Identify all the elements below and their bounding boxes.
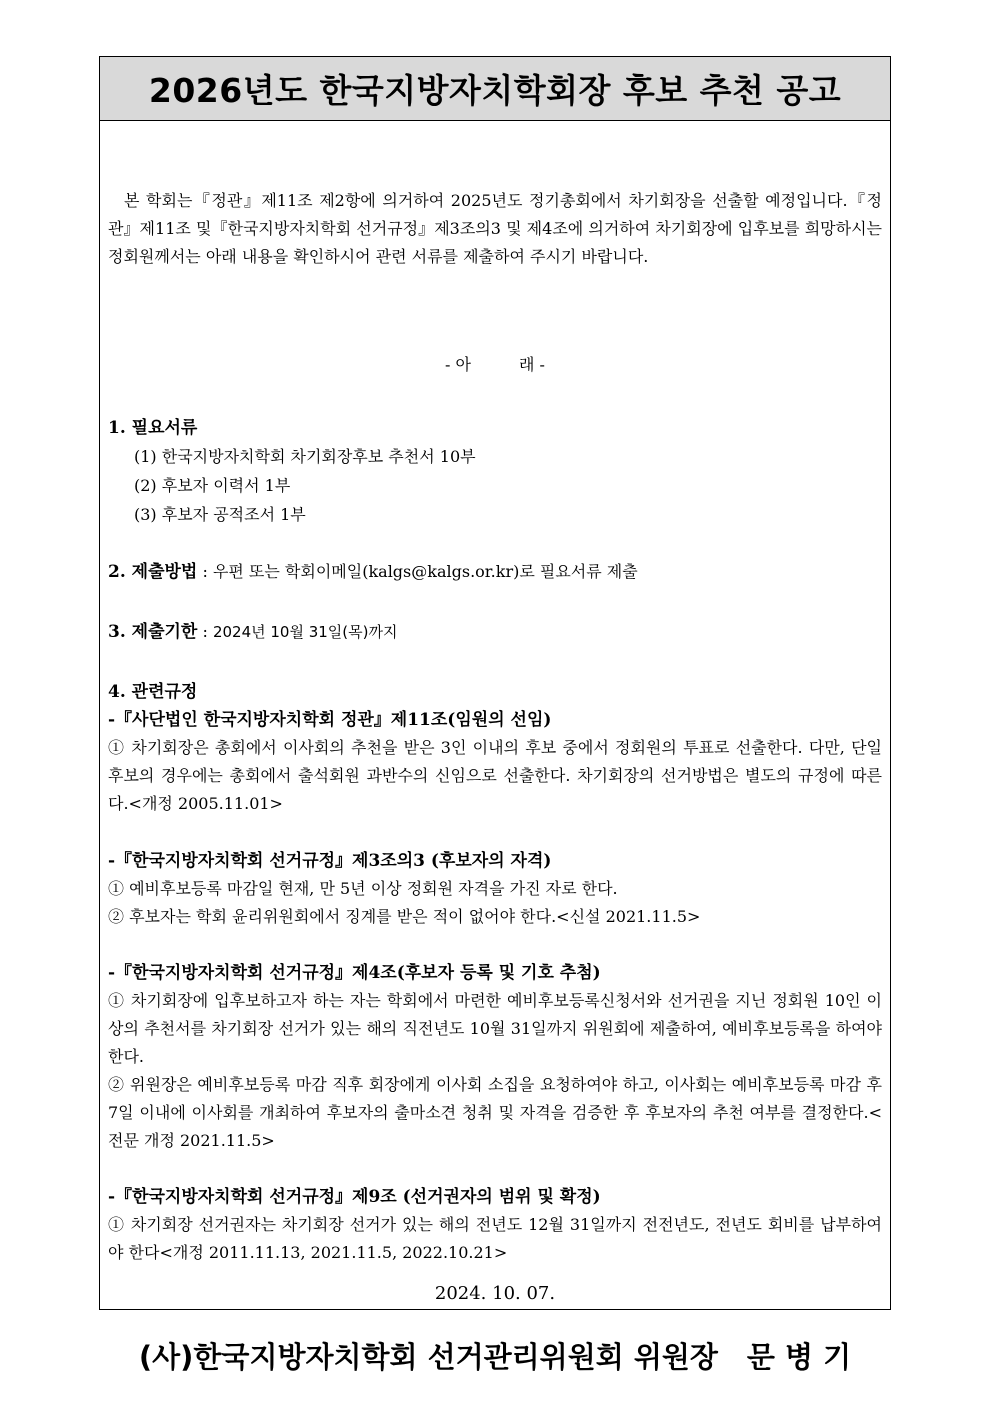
section-2-heading: 2. 제출방법 <box>108 562 198 582</box>
rule-paragraph: ① 차기회장에 입후보하고자 하는 자는 학회에서 마련한 예비후보등록신청서와 선거권을 지닌 정회원 10인 이상의 추천서를 차기회장 선거가 있는 해의 직전년도 10월 31일까지 위원회에 제출하여, 예비후보등록을 하여야 한다. <box>108 991 882 1066</box>
rule-paragraph: ① 차기회장 선거권자는 차기회장 선거가 있는 해의 전년도 12월 31일까지 전전년도, 전년도 회비를 납부하여야 한다<개정 2011.11.13, 2021.11.5, 2022.10.21> <box>108 1215 882 1262</box>
rule-paragraph: ② 위원장은 예비후보등록 마감 직후 회장에게 이사회 소집을 요청하여야 하고, 이사회는 예비후보등록 마감 후 7일 이내에 이사회를 개최하여 후보자의 출마소견 청취 및 자격을 검증한 후 후보자의 추천 여부를 결정한다.<전문 개정 2021.11.5> <box>108 1075 882 1150</box>
section-3-colon: : <box>202 622 213 641</box>
rule-title: -『사단법인 한국지방자치학회 정관』제11조(임원의 선임) <box>108 710 552 730</box>
required-doc-item: (3) 후보자 공적조서 1부 <box>134 505 306 524</box>
rule-paragraph: ② 후보자는 학회 윤리위원회에서 징계를 받은 적이 없어야 한다.<신설 2021.11.5> <box>108 907 701 926</box>
rule-paragraph: ① 차기회장은 총회에서 이사회의 추천을 받은 3인 이내의 후보 중에서 정회원의 투표로 선출한다. 다만, 단일 후보의 경우에는 총회에서 출석회원 과반수의 신임으로 선출한다. 차기회장의 선거방법은 별도의 규정에 따른다.<개정 2005.11.01> <box>108 738 882 813</box>
rule-paragraph: ① 예비후보등록 마감일 현재, 만 5년 이상 정회원 자격을 가진 자로 한다. <box>108 879 618 898</box>
section-2-colon: : <box>202 562 213 581</box>
required-doc-item: (1) 한국지방자치학회 차기회장후보 추천서 10부 <box>134 447 476 466</box>
title-bar <box>100 57 890 121</box>
rule-title: -『한국지방자치학회 선거규정』제4조(후보자 등록 및 기호 추첨) <box>108 963 601 983</box>
section-1-heading: 1. 필요서류 <box>108 418 198 438</box>
required-doc-item: (2) 후보자 이력서 1부 <box>134 476 291 495</box>
section-2 <box>108 558 882 586</box>
notice-frame <box>99 56 891 1374</box>
notice-title: 2026년도 한국지방자치학회장 후보 추천 공고 <box>148 71 842 110</box>
section-3-heading: 3. 제출기한 <box>108 622 198 642</box>
notice-body <box>108 120 882 1374</box>
signature: (사)한국지방자치학회 선거관리위원회 위원장 문 병 기 <box>138 1340 852 1374</box>
submission-deadline: 2024년 10월 31일(목)까지 <box>212 623 398 641</box>
rule-title: -『한국지방자치학회 선거규정』제3조의3 (후보자의 자격) <box>108 851 552 871</box>
section-4-heading: 4. 관련규정 <box>108 682 198 702</box>
section-3 <box>108 618 882 646</box>
notice-date: 2024. 10. 07. <box>434 1283 556 1304</box>
rule-title: -『한국지방자치학회 선거규정』제9조 (선거권자의 범위 및 확정) <box>108 1187 601 1207</box>
submission-method: 우편 또는 학회이메일(kalgs@kalgs.or.kr)로 필요서류 제출 <box>212 562 638 581</box>
intro-paragraph: 본 학회는『정관』제11조 제2항에 의거하여 2025년도 정기총회에서 차기회장을 선출할 예정입니다.『정관』제11조 및『한국지방자치학회 선거규정』제3조의3 및 제4조에 의거하여 차기회장에 입후보를 희망하시는 정회원께서는 아래 내용을 확인하시어 관련 서류를 제출하여 주시기 바랍니다. <box>108 191 882 266</box>
below-heading: - 아 래 - <box>445 355 545 374</box>
